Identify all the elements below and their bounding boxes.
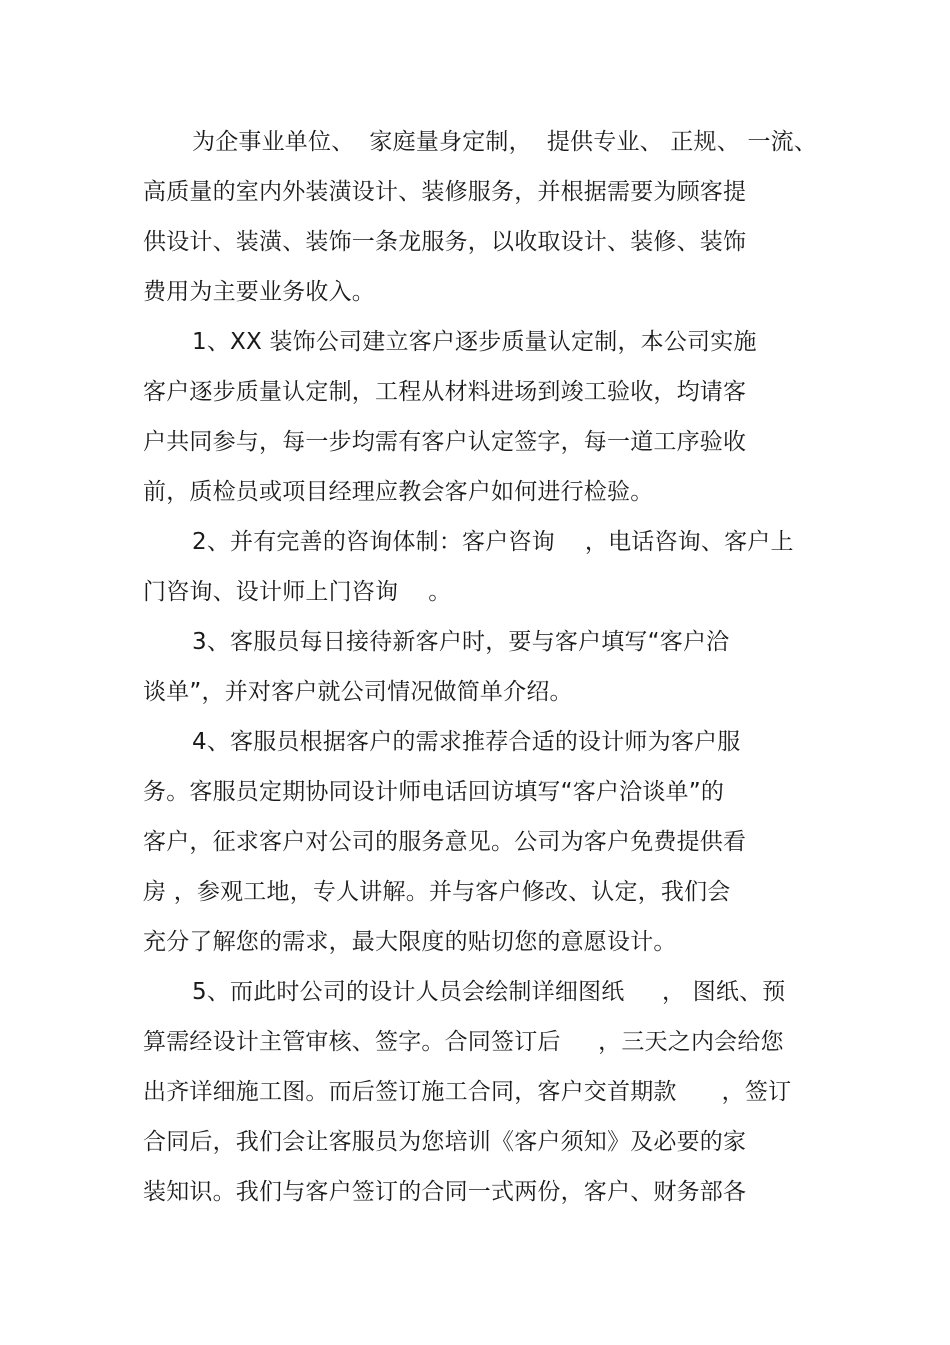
paragraph-line: 高质量的室内外装潢设计、装修服务，并根据需要为顾客提 bbox=[143, 179, 747, 205]
paragraph-line: 供设计、装潢、装饰一条龙服务，以收取设计、装修、装饰 bbox=[143, 229, 747, 255]
paragraph-line: 3、客服员每日接待新客户时，要与客户填写“客户洽 bbox=[192, 629, 730, 655]
paragraph-line: 5、而此时公司的设计人员会绘制详细图纸 ， 图纸、预 bbox=[192, 979, 786, 1005]
paragraph-line: 客户，征求客户对公司的服务意见。公司为客户免费提供看 bbox=[143, 829, 747, 855]
paragraph-line: 1、XX 装饰公司建立客户逐步质量认定制，本公司实施 bbox=[192, 329, 757, 355]
paragraph-line: 费用为主要业务收入。 bbox=[143, 279, 375, 305]
paragraph-line: 装知识。我们与客户签订的合同一式两份，客户、财务部各 bbox=[143, 1179, 747, 1205]
paragraph-line: 谈单”，并对客户就公司情况做简单介绍。 bbox=[143, 679, 573, 705]
paragraph-line: 客户逐步质量认定制，工程从材料进场到竣工验收，均请客 bbox=[143, 379, 747, 405]
paragraph-line: 算需经设计主管审核、签字。合同签订后 ，三天之内会给您 bbox=[143, 1029, 784, 1055]
paragraph-line: 为企事业单位、 家庭量身定制， 提供专业、 正规、 一流、 bbox=[192, 129, 818, 155]
paragraph-line: 合同后，我们会让客服员为您培训《客户须知》及必要的家 bbox=[143, 1129, 747, 1155]
paragraph-line: 务。客服员定期协同设计师电话回访填写“客户洽谈单”的 bbox=[143, 779, 725, 805]
paragraph-line: 前，质检员或项目经理应教会客户如何进行检验。 bbox=[143, 479, 654, 505]
paragraph-line: 门咨询、设计师上门咨询 。 bbox=[143, 579, 452, 605]
paragraph-line: 房 ，参观工地，专人讲解。并与客户修改、认定，我们会 bbox=[143, 879, 731, 905]
paragraph-line: 2、并有完善的咨询体制：客户咨询 ，电话咨询、客户上 bbox=[192, 529, 794, 555]
paragraph-line: 出齐详细施工图。而后签订施工合同，客户交首期款 ，签订 bbox=[143, 1079, 792, 1105]
paragraph-line: 4、客服员根据客户的需求推荐合适的设计师为客户服 bbox=[192, 729, 741, 755]
paragraph-line: 充分了解您的需求，最大限度的贴切您的意愿设计。 bbox=[143, 929, 677, 955]
paragraph-line: 户共同参与，每一步均需有客户认定签字，每一道工序验收 bbox=[143, 429, 747, 455]
